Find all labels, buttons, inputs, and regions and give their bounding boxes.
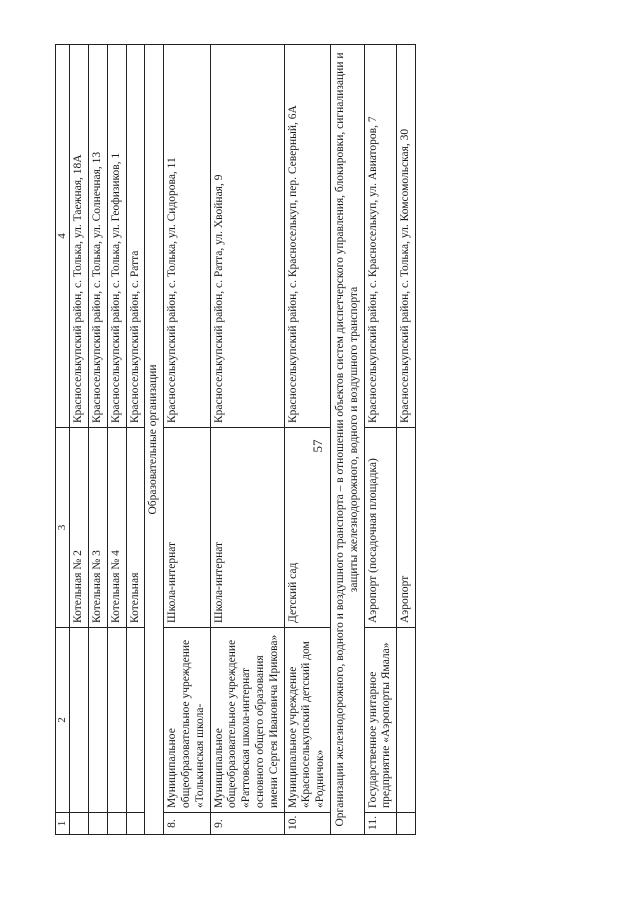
objects-table xyxy=(55,44,416,835)
object-cell: Котельная xyxy=(126,428,145,628)
header-col-4: 4 xyxy=(56,45,70,428)
header-row xyxy=(56,45,70,835)
section-row-education xyxy=(145,45,164,835)
organization-cell: Муниципальное общеобразовательное учреждение «Раттовская школа-интернат основного общего образования имени Сергея Ивановича Ирикова» xyxy=(210,628,284,813)
header-col-1: 1 xyxy=(56,813,70,835)
row-number: 11. xyxy=(364,813,397,835)
row-number xyxy=(126,813,145,835)
table-row xyxy=(70,45,89,835)
row-number xyxy=(397,813,416,835)
row-number xyxy=(107,813,126,835)
table-row xyxy=(88,45,107,835)
address-cell: Красноселькупский район, с. Толька, ул. Таежная, 18А xyxy=(70,45,89,428)
address-cell: Красноселькупский район, с. Толька, ул. Геофизиков, 1 xyxy=(107,45,126,428)
object-cell: Котельная № 4 xyxy=(107,428,126,628)
row-number: 8. xyxy=(164,813,210,835)
table-row xyxy=(210,45,284,835)
organization-cell xyxy=(88,628,107,813)
row-number: 10. xyxy=(284,813,330,835)
address-cell: Красноселькупский район, с. Красноселькуп, ул. Авиаторов, 7 xyxy=(364,45,397,428)
row-number: 9. xyxy=(210,813,284,835)
address-cell: Красноселькупский район, с. Толька, ул. Комсомольская, 30 xyxy=(397,45,416,428)
object-cell: Школа-интернат xyxy=(210,428,284,628)
page-number: 57 xyxy=(310,439,325,453)
object-cell: Котельная № 3 xyxy=(88,428,107,628)
section-row-transport xyxy=(330,45,364,835)
table-row xyxy=(107,45,126,835)
table-row xyxy=(397,45,416,835)
address-cell: Красноселькупский район, с. Толька, ул. Солнечная, 13 xyxy=(88,45,107,428)
object-cell: Детский сад xyxy=(284,428,330,628)
address-cell: Красноселькупский район, с. Ратта, ул. Хвойная, 9 xyxy=(210,45,284,428)
section-title-education: Образовательные организации xyxy=(145,45,164,835)
address-cell: Красноселькупский район, с. Толька, ул. Сидорова, 11 xyxy=(164,45,210,428)
organization-cell: Муниципальное учреждение «Красноселькупский детский дом «Родничок» xyxy=(284,628,330,813)
table-row xyxy=(284,45,330,835)
rotated-table-container xyxy=(55,45,450,835)
organization-cell xyxy=(107,628,126,813)
object-cell: Школа-интернат xyxy=(164,428,210,628)
address-cell: Красноселькупский район, с. Ратта xyxy=(126,45,145,428)
organization-cell xyxy=(397,628,416,813)
organization-cell: Государственное унитарное предприятие «Аэропорты Ямала» xyxy=(364,628,397,813)
row-number xyxy=(70,813,89,835)
table-row xyxy=(364,45,397,835)
organization-cell: Муниципальное общеобразовательное учреждение «Толькинская школа- xyxy=(164,628,210,813)
address-cell: Красноселькупский район, с. Красноселькуп, пер. Северный, 6А xyxy=(284,45,330,428)
header-col-3: 3 xyxy=(56,428,70,628)
table-row xyxy=(164,45,210,835)
header-col-2: 2 xyxy=(56,628,70,813)
section-title-transport: Организации железнодорожного, водного и воздушного транспорта – в отношении объектов систем диспетчерского управления, блокировки, сигнализации и защиты железнодорожного, водного и воздушного транспорта xyxy=(330,45,364,835)
table-row xyxy=(126,45,145,835)
object-cell: Аэропорт (посадочная площадка) xyxy=(364,428,397,628)
organization-cell xyxy=(70,628,89,813)
object-cell: Аэропорт xyxy=(397,428,416,628)
row-number xyxy=(88,813,107,835)
organization-cell xyxy=(126,628,145,813)
object-cell: Котельная № 2 xyxy=(70,428,89,628)
